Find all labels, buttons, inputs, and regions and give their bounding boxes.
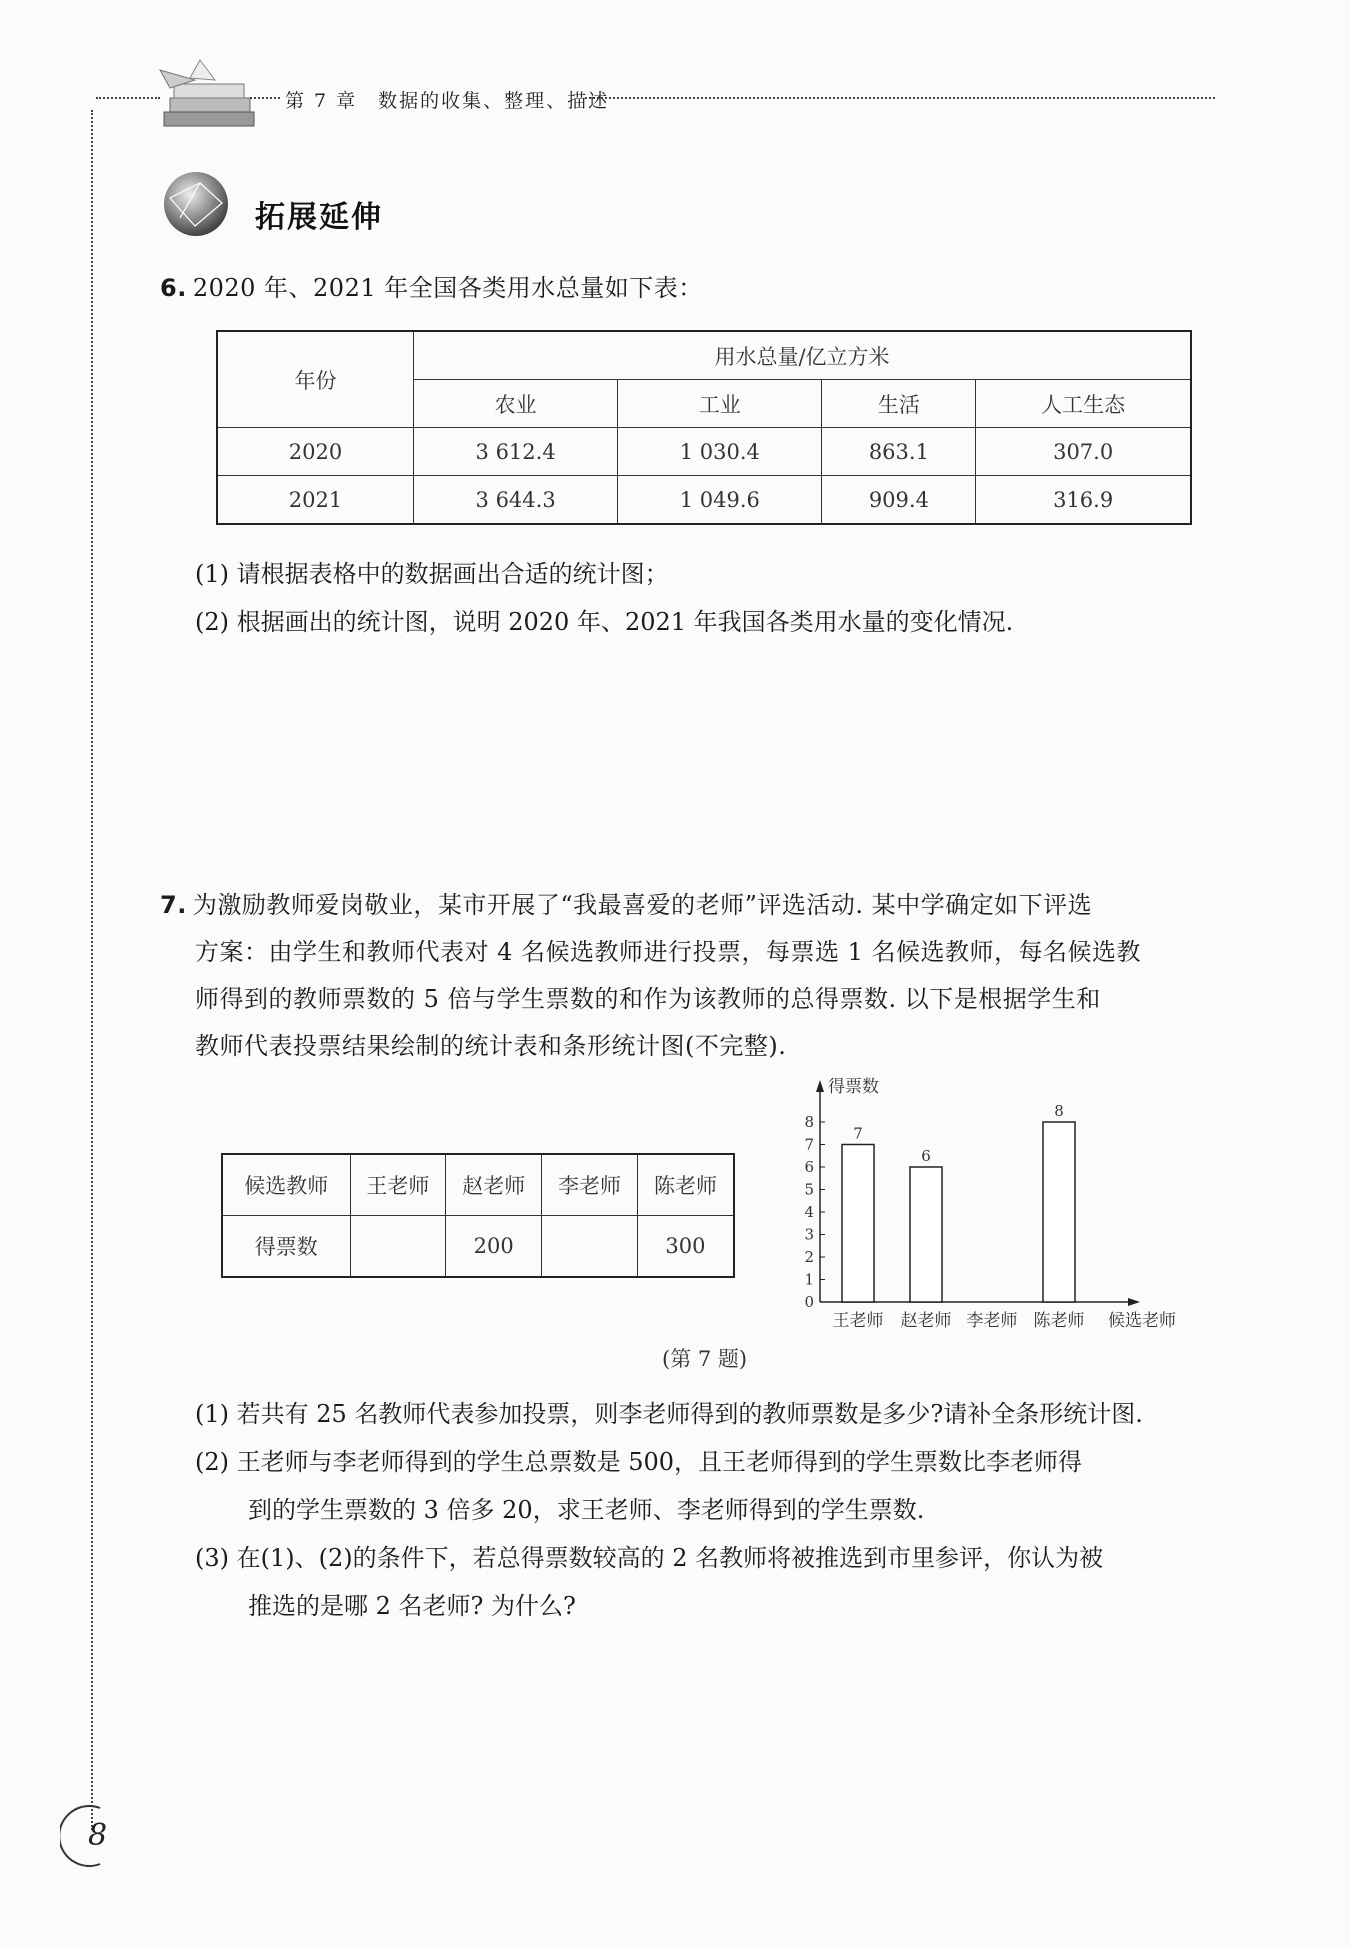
problem-6-question-1: (1) 请根据表格中的数据画出合适的统计图； bbox=[195, 560, 669, 588]
y-axis-label: 得票数 bbox=[828, 1077, 879, 1097]
y-tick-label: 3 bbox=[804, 1225, 814, 1244]
bar bbox=[1043, 1122, 1075, 1302]
table-row: 2020 3 612.4 1 030.4 863.1 307.0 bbox=[217, 428, 1191, 476]
column-header: 李老师 bbox=[542, 1154, 638, 1216]
problem-7-question-2: (2) 王老师与李老师得到的学生总票数是 500，且王老师得到的学生票数比李老师得 到的学生票数的 3 倍多 20，求王老师、李老师得到的学生票数. bbox=[195, 1448, 1083, 1524]
problem-number: 6. bbox=[160, 274, 187, 302]
data-label: 8 bbox=[1054, 1102, 1064, 1120]
problem-number: 7. bbox=[160, 891, 187, 919]
problem-6-text: 6. 2020 年、2021 年全国各类用水总量如下表： bbox=[160, 274, 703, 302]
x-axis-label: 候选老师 bbox=[1108, 1311, 1176, 1331]
y-tick-label: 4 bbox=[804, 1203, 814, 1221]
column-header: 工业 bbox=[618, 380, 822, 428]
bar bbox=[842, 1145, 874, 1303]
x-tick-label: 王老师 bbox=[832, 1311, 884, 1331]
problem-7-question-1: (1) 若共有 25 名教师代表参加投票，则李老师得到的教师票数是多少?请补全条形统计图. bbox=[195, 1400, 1143, 1428]
figure-caption: (第 7 题) bbox=[662, 1347, 748, 1371]
problem-7-question-3: (3) 在(1)、(2)的条件下，若总得票数较高的 2 名教师将被推选到市里参评，你认为被 推选的是哪 2 名老师? 为什么? bbox=[195, 1544, 1104, 1620]
data-label: 6 bbox=[921, 1147, 931, 1165]
y-tick-label: 1 bbox=[804, 1270, 814, 1289]
bar bbox=[910, 1167, 942, 1302]
y-tick-label: 0 bbox=[804, 1293, 814, 1311]
x-tick-label: 陈老师 bbox=[1033, 1311, 1085, 1331]
group-header: 用水总量/亿立方米 bbox=[414, 331, 1192, 380]
problem-7-text: 7. 为激励教师爱岗敬业，某市开展了“我最喜爱的老师”评选活动. 某中学确定如下评选 方案：由学生和教师代表对 4 名候选教师进行投票，每票选 1 名候选教师，每名候选教 师得到的教师票数的 5 倍与学生票数的和作为该教师的总得票数. 以下是根据学生和 教师代表投票结果绘制的统计表和条形统计图(不完整). bbox=[160, 891, 1142, 1060]
y-tick-label: 7 bbox=[804, 1135, 814, 1154]
y-axis-arrow bbox=[816, 1080, 824, 1092]
column-header: 赵老师 bbox=[446, 1154, 542, 1216]
column-header: 生活 bbox=[822, 380, 976, 428]
year-header: 年份 bbox=[217, 331, 414, 428]
y-tick-label: 2 bbox=[804, 1248, 814, 1266]
water-usage-table bbox=[216, 330, 1192, 525]
votes-table bbox=[221, 1153, 735, 1278]
data-label: 7 bbox=[853, 1124, 863, 1143]
table-row: 得票数 200 300 bbox=[222, 1216, 734, 1278]
y-tick-label: 6 bbox=[804, 1158, 814, 1176]
globe-icon bbox=[160, 168, 232, 240]
x-tick-label: 赵老师 bbox=[900, 1311, 952, 1331]
column-header: 候选教师 bbox=[222, 1154, 350, 1216]
column-header: 王老师 bbox=[350, 1154, 446, 1216]
y-tick-label: 5 bbox=[804, 1180, 814, 1199]
problem-6-question-2: (2) 根据画出的统计图，说明 2020 年、2021 年我国各类用水量的变化情况. bbox=[195, 608, 1014, 636]
y-tick-label: 8 bbox=[804, 1113, 814, 1131]
bar-chart bbox=[780, 1070, 1200, 1340]
column-header: 人工生态 bbox=[976, 380, 1191, 428]
page-number: 8 bbox=[88, 1818, 108, 1853]
column-header: 陈老师 bbox=[637, 1154, 734, 1216]
x-tick-label: 李老师 bbox=[966, 1311, 1018, 1331]
column-header: 农业 bbox=[414, 380, 618, 428]
chapter-header: 第 7 章 数据的收集、整理、描述 bbox=[285, 90, 610, 112]
table-row: 2021 3 644.3 1 049.6 909.4 316.9 bbox=[217, 476, 1191, 525]
section-title: 拓展延伸 bbox=[255, 200, 383, 235]
x-axis-arrow bbox=[1128, 1298, 1140, 1306]
